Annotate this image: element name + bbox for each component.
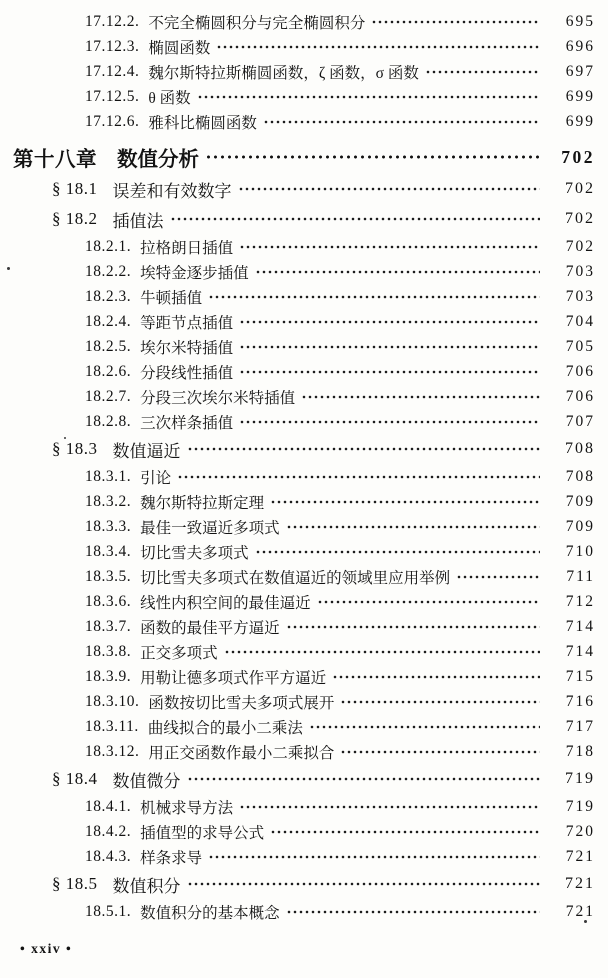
toc-entry [0, 869, 608, 899]
toc-entry [0, 689, 608, 714]
entry-title: 数值分析 [117, 149, 199, 171]
entry-page-number: 708 [565, 440, 595, 457]
dot-leader [286, 619, 540, 635]
entry-title: 样条求导 [140, 849, 203, 867]
entry-number: 17.12.3. [85, 37, 140, 55]
dot-leader [239, 314, 540, 330]
dot-leader [286, 904, 540, 920]
entry-page-number: 704 [565, 312, 595, 330]
entry-title: 数值积分的基本概念 [140, 904, 280, 922]
entry-number: 18.3.1. [85, 467, 132, 485]
entry-page-number: 696 [565, 37, 595, 55]
entry-page-number: 702 [565, 237, 595, 255]
dot-leader [224, 644, 540, 660]
entry-page-number: 721 [565, 875, 595, 892]
dot-leader [239, 364, 540, 380]
scan-speck [7, 267, 10, 270]
entry-page-number: 717 [565, 717, 595, 735]
entry-number: § 18.2 [52, 209, 98, 228]
entry-title: 线性内积空间的最佳逼近 [140, 594, 311, 612]
toc-entry [0, 714, 608, 739]
toc-entry [0, 564, 608, 589]
toc-entry [0, 204, 608, 234]
toc-entry [0, 334, 608, 359]
entry-title: 数值逼近 [112, 441, 181, 461]
toc-entry [0, 589, 608, 614]
entry-page-number: 709 [565, 492, 595, 510]
dot-leader [340, 744, 540, 760]
entry-title: 用正交函数作最小二乘拟合 [148, 744, 335, 762]
entry-title: 分段三次埃尔米特插值 [140, 389, 296, 407]
entry-title: 等距节点插值 [140, 314, 234, 332]
dot-leader [216, 39, 540, 55]
entry-title: 插值型的求导公式 [140, 824, 265, 842]
entry-number: 18.3.12. [85, 742, 140, 760]
entry-number: 18.2.6. [85, 362, 132, 380]
scan-speck [584, 920, 587, 923]
toc-entry [0, 59, 608, 84]
entry-title: 插值法 [112, 211, 164, 231]
entry-number: 18.3.8. [85, 642, 132, 660]
dot-leader [340, 694, 540, 710]
entry-page-number: 702 [561, 146, 595, 167]
entry-page-number: 705 [565, 337, 595, 355]
entry-number: 17.12.5. [85, 87, 140, 105]
dot-leader [239, 339, 540, 355]
dot-leader [255, 264, 540, 280]
entry-page-number: 711 [566, 567, 595, 585]
entry-page-number: 709 [565, 517, 595, 535]
toc-entry [0, 174, 608, 204]
toc-entry [0, 434, 608, 464]
entry-number: 18.5.1. [85, 902, 132, 920]
entry-number: 18.2.8. [85, 412, 132, 430]
entry-title: 分段线性插值 [140, 364, 234, 382]
toc-entry [0, 739, 608, 764]
entry-number: § 18.4 [52, 769, 98, 788]
entry-number: 18.3.6. [85, 592, 132, 610]
entry-page-number: 706 [565, 387, 595, 405]
entry-number: § 18.1 [52, 179, 98, 198]
entry-title: 魏尔斯特拉斯椭圆函数，ζ 函数，σ 函数 [148, 64, 419, 82]
entry-page-number: 714 [565, 617, 595, 635]
entry-number: 17.12.2. [85, 12, 140, 30]
entry-page-number: 708 [565, 467, 595, 485]
entry-page-number: 721 [565, 902, 595, 920]
entry-title: 切比雪夫多项式 [140, 544, 249, 562]
scan-speck [64, 437, 66, 439]
toc-entry [0, 764, 608, 794]
entry-title: 机械求导方法 [140, 799, 234, 817]
toc-entry [0, 409, 608, 434]
entry-number: 18.3.5. [85, 567, 132, 585]
toc-entry [0, 664, 608, 689]
entry-page-number: 703 [565, 262, 595, 280]
dot-leader [425, 64, 540, 80]
toc-entry [0, 384, 608, 409]
entry-title: 数值微分 [112, 771, 181, 791]
entry-title: 雅科比椭圆函数 [148, 114, 257, 132]
entry-page-number: 719 [565, 797, 595, 815]
entry-title: 牛顿插值 [140, 289, 203, 307]
toc-entry [0, 84, 608, 109]
entry-page-number: 714 [565, 642, 595, 660]
entry-page-number: 710 [565, 542, 595, 560]
entry-page-number: 706 [565, 362, 595, 380]
entry-page-number: 721 [565, 847, 595, 865]
entry-page-number: 697 [565, 62, 595, 80]
toc-entry [0, 794, 608, 819]
entry-page-number: 702 [565, 180, 595, 197]
entry-page-number: 716 [565, 692, 595, 710]
entry-number: 18.2.4. [85, 312, 132, 330]
entry-title: 拉格朗日插值 [140, 239, 234, 257]
toc-entry [0, 34, 608, 59]
entry-number: 18.2.5. [85, 337, 132, 355]
entry-title: 魏尔斯特拉斯定理 [140, 494, 265, 512]
toc-list [0, 9, 608, 924]
dot-leader [239, 799, 540, 815]
entry-title: 最佳一致逼近多项式 [140, 519, 280, 537]
entry-page-number: 703 [565, 287, 595, 305]
page-footer-roman-numeral: • xxiv • [20, 941, 73, 956]
entry-page-number: 715 [565, 667, 595, 685]
dot-leader [177, 469, 540, 485]
dot-leader [187, 876, 541, 892]
toc-entry [0, 284, 608, 309]
entry-number: 第十八章 [13, 149, 97, 171]
entry-title: 不完全椭圆积分与完全椭圆积分 [148, 14, 366, 32]
entry-number: 18.3.11. [85, 717, 139, 735]
dot-leader [270, 494, 540, 510]
entry-title: θ 函数 [148, 89, 191, 107]
dot-leader [263, 114, 540, 130]
dot-leader [255, 544, 540, 560]
entry-number: 18.3.7. [85, 617, 132, 635]
dot-leader [456, 569, 540, 585]
toc-entry [0, 844, 608, 869]
entry-title: 三次样条插值 [140, 414, 234, 432]
entry-page-number: 702 [565, 210, 595, 227]
toc-entry [0, 464, 608, 489]
entry-page-number: 695 [565, 12, 595, 30]
entry-number: 18.4.1. [85, 797, 132, 815]
toc-entry [0, 514, 608, 539]
toc-entry [0, 359, 608, 384]
dot-leader [332, 669, 540, 685]
dot-leader [238, 181, 541, 197]
entry-page-number: 707 [565, 412, 595, 430]
entry-number: 18.4.2. [85, 822, 132, 840]
dot-leader [239, 414, 540, 430]
entry-number: 18.3.3. [85, 517, 132, 535]
dot-leader [208, 289, 540, 305]
entry-number: 18.2.3. [85, 287, 132, 305]
entry-page-number: 719 [565, 770, 595, 787]
entry-number: § 18.3 [52, 439, 98, 458]
dot-leader [239, 239, 540, 255]
toc-entry [0, 539, 608, 564]
dot-leader [208, 849, 540, 865]
dot-leader [301, 389, 540, 405]
dot-leader [286, 519, 540, 535]
dot-leader [270, 824, 540, 840]
toc-entry [0, 309, 608, 334]
entry-number: 18.4.3. [85, 847, 132, 865]
dot-leader [170, 211, 541, 227]
entry-number: § 18.5 [52, 874, 98, 893]
entry-title: 数值积分 [112, 876, 181, 896]
dot-leader [205, 149, 540, 165]
dot-leader [371, 14, 540, 30]
toc-entry [0, 9, 608, 34]
entry-number: 18.2.1. [85, 237, 132, 255]
toc-entry [0, 234, 608, 259]
entry-title: 切比雪夫多项式在数值逼近的领域里应用举例 [140, 569, 451, 587]
entry-title: 函数的最佳平方逼近 [140, 619, 280, 637]
entry-page-number: 712 [565, 592, 595, 610]
entry-title: 函数按切比雪夫多项式展开 [148, 694, 335, 712]
toc-entry [0, 109, 608, 134]
entry-number: 18.2.2. [85, 262, 132, 280]
entry-page-number: 699 [565, 112, 595, 130]
entry-number: 18.2.7. [85, 387, 132, 405]
entry-number: 18.3.4. [85, 542, 132, 560]
entry-number: 18.3.10. [85, 692, 140, 710]
entry-number: 17.12.6. [85, 112, 140, 130]
entry-number: 18.3.2. [85, 492, 132, 510]
entry-title: 埃特金逐步插值 [140, 264, 249, 282]
toc-entry [0, 614, 608, 639]
entry-title: 正交多项式 [140, 644, 218, 662]
toc-entry [0, 259, 608, 284]
toc-entry [0, 489, 608, 514]
entry-title: 用勒让德多项式作平方逼近 [140, 669, 327, 687]
entry-title: 椭圆函数 [148, 39, 211, 57]
entry-page-number: 699 [565, 87, 595, 105]
dot-leader [197, 89, 540, 105]
dot-leader [187, 771, 541, 787]
dot-leader [317, 594, 540, 610]
entry-number: 18.3.9. [85, 667, 132, 685]
entry-number: 17.12.4. [85, 62, 140, 80]
entry-page-number: 720 [565, 822, 595, 840]
toc-entry [0, 899, 608, 924]
dot-leader [187, 441, 541, 457]
entry-title: 埃尔米特插值 [140, 339, 234, 357]
toc-entry [0, 140, 608, 174]
toc-entry [0, 639, 608, 664]
entry-page-number: 718 [565, 742, 595, 760]
entry-title: 引论 [140, 469, 172, 487]
entry-title: 曲线拟合的最小二乘法 [147, 719, 303, 737]
toc-entry [0, 819, 608, 844]
dot-leader [309, 719, 540, 735]
entry-title: 误差和有效数字 [112, 181, 232, 201]
